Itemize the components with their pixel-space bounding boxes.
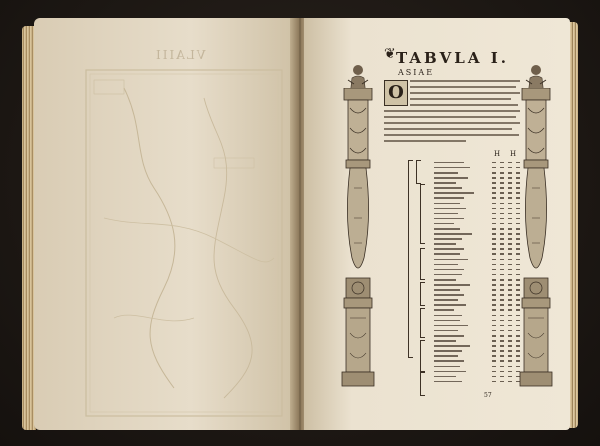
decorated-initial: O [384, 80, 408, 106]
ghost-header-text: VLAIII [154, 48, 206, 62]
column-head-b: H [510, 150, 517, 158]
page-subtitle: ASIAE [398, 68, 435, 77]
intro-paragraph-lines-wide [384, 110, 520, 146]
left-page [34, 18, 296, 430]
column-head-a: H [494, 150, 501, 158]
decorative-pillar-right [518, 88, 554, 388]
decorative-pillar-left [340, 88, 376, 388]
page-title: TABVLA I. [396, 49, 509, 67]
show-through-map [84, 68, 284, 418]
intro-paragraph-lines [410, 80, 520, 110]
folio-number: 57 [484, 392, 492, 399]
coordinate-columns [492, 160, 520, 384]
open-book [22, 14, 578, 438]
title-row [396, 48, 509, 67]
right-page [304, 18, 570, 430]
coordinate-row [492, 379, 520, 384]
fleuron-ornament-icon: ❦ [384, 46, 396, 62]
